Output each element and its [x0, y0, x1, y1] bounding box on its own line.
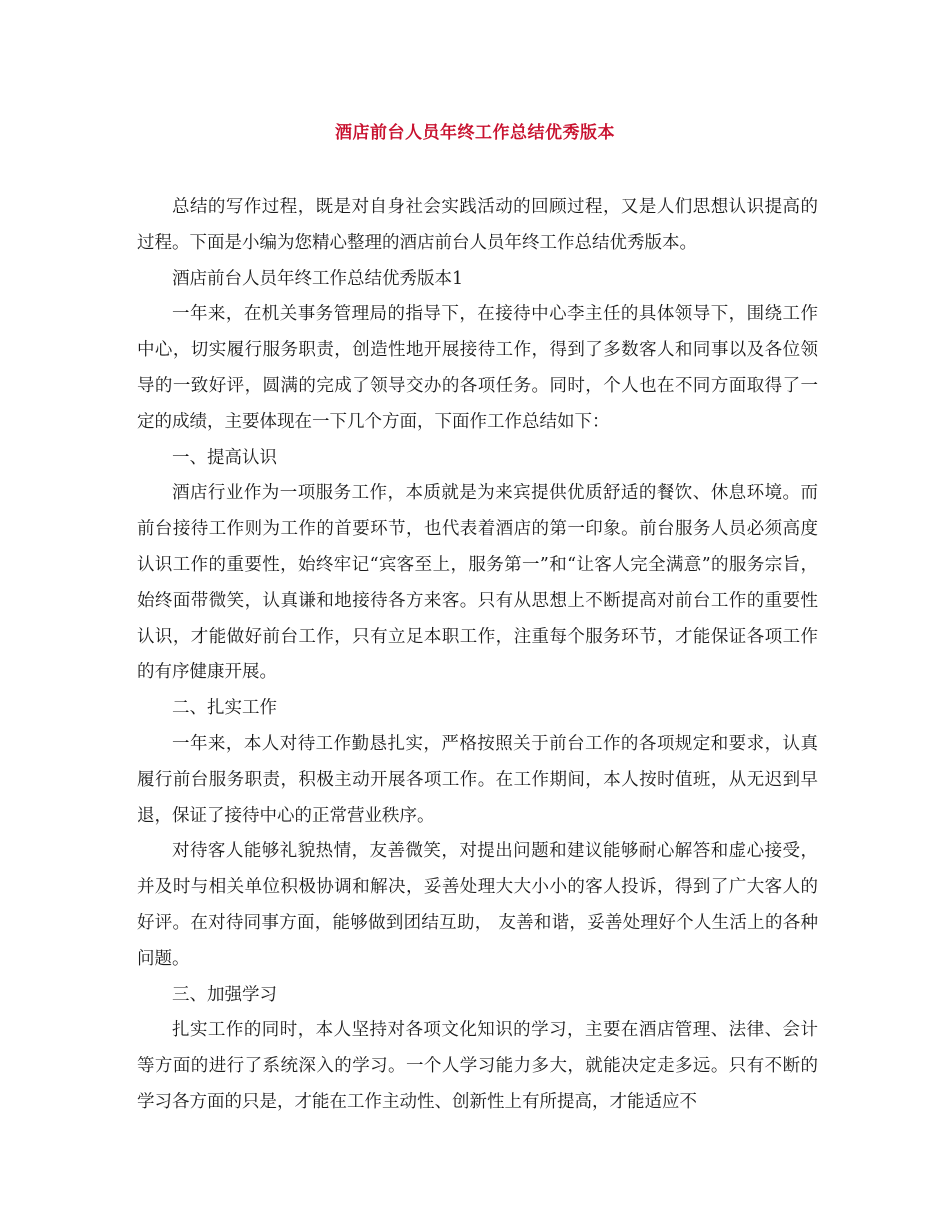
section-heading-3: 三、加强学习	[172, 984, 277, 1005]
paragraph-work: 一年来，本人对待工作勤恳扎实，严格按照关于前台工作的各项规定和要求，认真履行前台服务职责，积极主动开展各项工作。在工作期间，本人按时值班，从无迟到早退，保证了接待中心的正常营业秩序。	[137, 733, 818, 826]
paragraph-guests: 对待客人能够礼貌热情，友善微笑，对提出问题和建议能够耐心解答和虚心接受，并及时与相关单位积极协调和解决，妥善处理大大小小的客人投诉，得到了广大客人的好评。在对待同事方面，能够做到团结互助， 友善和谐，妥善处理好个人生活上的各种问题。	[137, 841, 818, 969]
document-title: 酒店前台人员年终工作总结优秀版本	[335, 123, 615, 143]
paragraph-overview: 一年来，在机关事务管理局的指导下，在接待中心李主任的具体领导下，围绕工作中心，切实履行服务职责，创造性地开展接待工作，得到了多数客人和同事以及各位领导的一致好评，圆满的完成了领导交办的各项任务。同时，个人也在不同方面取得了一定的成绩，主要体现在一下几个方面，下面作工作总结如下：	[137, 304, 818, 432]
section-heading-1: 一、提高认识	[172, 447, 277, 468]
section-heading-2: 二、扎实工作	[172, 698, 277, 719]
paragraph-learning: 扎实工作的同时，本人坚持对各项文化知识的学习，主要在酒店管理、法律、会计等方面的进行了系统深入的学习。一个人学习能力多大，就能决定走多远。只有不断的学习各方面的只是，才能在工作主动性、创新性上有所提高，才能适应不	[137, 1020, 818, 1112]
document-body	[137, 190, 818, 1121]
section-heading-version-1: 酒店前台人员年终工作总结优秀版本1	[172, 268, 464, 289]
paragraph-awareness: 酒店行业作为一项服务工作，本质就是为来宾提供优质舒适的餐饮、休息环境。而前台接待工作则为工作的首要环节，也代表着酒店的第一印象。前台服务人员必须高度认识工作的重要性，始终牢记“宾客至上，服务第一”和“让客人完全满意”的服务宗旨，始终面带微笑，认真谦和地接待各方来客。只有从思想上不断提高对前台工作的重要性认识，才能做好前台工作，只有立足本职工作，注重每个服务环节，才能保证各项工作的有序健康开展。	[137, 483, 818, 683]
paragraph-intro: 总结的写作过程，既是对自身社会实践活动的回顾过程，又是人们思想认识提高的过程。下面是小编为您精心整理的酒店前台人员年终工作总结优秀版本。	[137, 197, 818, 253]
